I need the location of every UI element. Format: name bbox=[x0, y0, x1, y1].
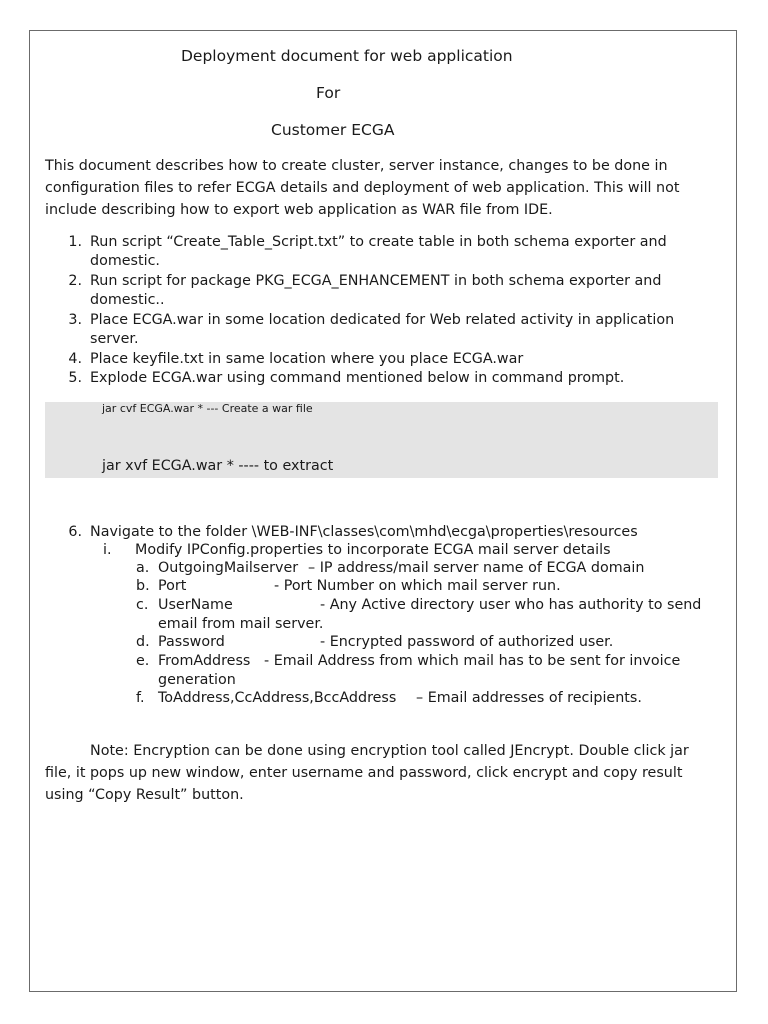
intro-line: configuration files to refer ECGA details and deployment of web application. This will not bbox=[45, 180, 680, 196]
list-number: 4. bbox=[68, 351, 82, 367]
note-line: file, it pops up new window, enter username and password, click encrypt and copy result bbox=[45, 765, 683, 781]
document-page bbox=[29, 30, 737, 992]
property-desc: - Encrypted password of authorized user. bbox=[320, 634, 614, 650]
property-letter: b. bbox=[136, 578, 150, 594]
list-text: Run script for package PKG_ECGA_ENHANCEMENT in both schema exporter and bbox=[90, 273, 662, 289]
document-subtitle-for: For bbox=[316, 84, 341, 102]
document-customer: Customer ECGA bbox=[271, 121, 395, 139]
property-desc: – IP address/mail server name of ECGA domain bbox=[308, 560, 645, 576]
property-key: UserName bbox=[158, 597, 233, 613]
property-letter: a. bbox=[136, 560, 150, 576]
command-block bbox=[45, 402, 718, 478]
note-line: using “Copy Result” button. bbox=[45, 787, 244, 803]
intro-paragraph bbox=[45, 155, 679, 221]
list-number: 5. bbox=[68, 370, 82, 386]
list-number: 1. bbox=[68, 234, 82, 250]
list-text: Explode ECGA.war using command mentioned below in command prompt. bbox=[90, 370, 625, 386]
intro-line: include describing how to export web application as WAR file from IDE. bbox=[45, 202, 553, 218]
property-key: Port bbox=[158, 578, 187, 594]
property-desc-continued: generation bbox=[158, 672, 236, 688]
intro-line: This document describes how to create cluster, server instance, changes to be done in bbox=[45, 158, 668, 174]
property-desc-continued: email from mail server. bbox=[158, 616, 324, 632]
property-letter: f. bbox=[136, 690, 145, 706]
sub-list-number: i. bbox=[103, 542, 112, 558]
property-key: FromAddress bbox=[158, 653, 251, 669]
list-number: 6. bbox=[68, 524, 82, 540]
list-number: 3. bbox=[68, 312, 82, 328]
list-text: Navigate to the folder \WEB-INF\classes\com\mhd\ecga\properties\resources bbox=[90, 524, 638, 540]
list-text: Place ECGA.war in some location dedicated for Web related activity in application bbox=[90, 312, 675, 328]
list-text: Place keyfile.txt in same location where you place ECGA.war bbox=[90, 351, 524, 367]
note-paragraph bbox=[45, 740, 689, 806]
sub-list-text: Modify IPConfig.properties to incorporate ECGA mail server details bbox=[135, 542, 611, 558]
property-desc: - Any Active directory user who has authority to send bbox=[320, 597, 702, 613]
note-line: Note: Encryption can be done using encryption tool called JEncrypt. Double click jar bbox=[90, 743, 689, 759]
property-letter: e. bbox=[136, 653, 150, 669]
list-number: 2. bbox=[68, 273, 82, 289]
property-key: Password bbox=[158, 634, 225, 650]
list-text: domestic.. bbox=[90, 292, 165, 308]
property-letter: c. bbox=[136, 597, 149, 613]
command-create-war: jar cvf ECGA.war * --- Create a war file bbox=[102, 402, 313, 415]
list-text: server. bbox=[90, 331, 139, 347]
property-desc: - Email Address from which mail has to be sent for invoice bbox=[264, 653, 681, 669]
document-title: Deployment document for web application bbox=[181, 47, 513, 65]
property-key: ToAddress,CcAddress,BccAddress bbox=[158, 690, 397, 706]
property-letter: d. bbox=[136, 634, 150, 650]
list-text: Run script “Create_Table_Script.txt” to create table in both schema exporter and bbox=[90, 234, 667, 250]
command-extract-war: jar xvf ECGA.war * ---- to extract bbox=[102, 458, 334, 474]
property-desc: – Email addresses of recipients. bbox=[416, 690, 642, 706]
list-text: domestic. bbox=[90, 253, 160, 269]
property-desc: - Port Number on which mail server run. bbox=[274, 578, 561, 594]
property-key: OutgoingMailserver bbox=[158, 560, 299, 576]
